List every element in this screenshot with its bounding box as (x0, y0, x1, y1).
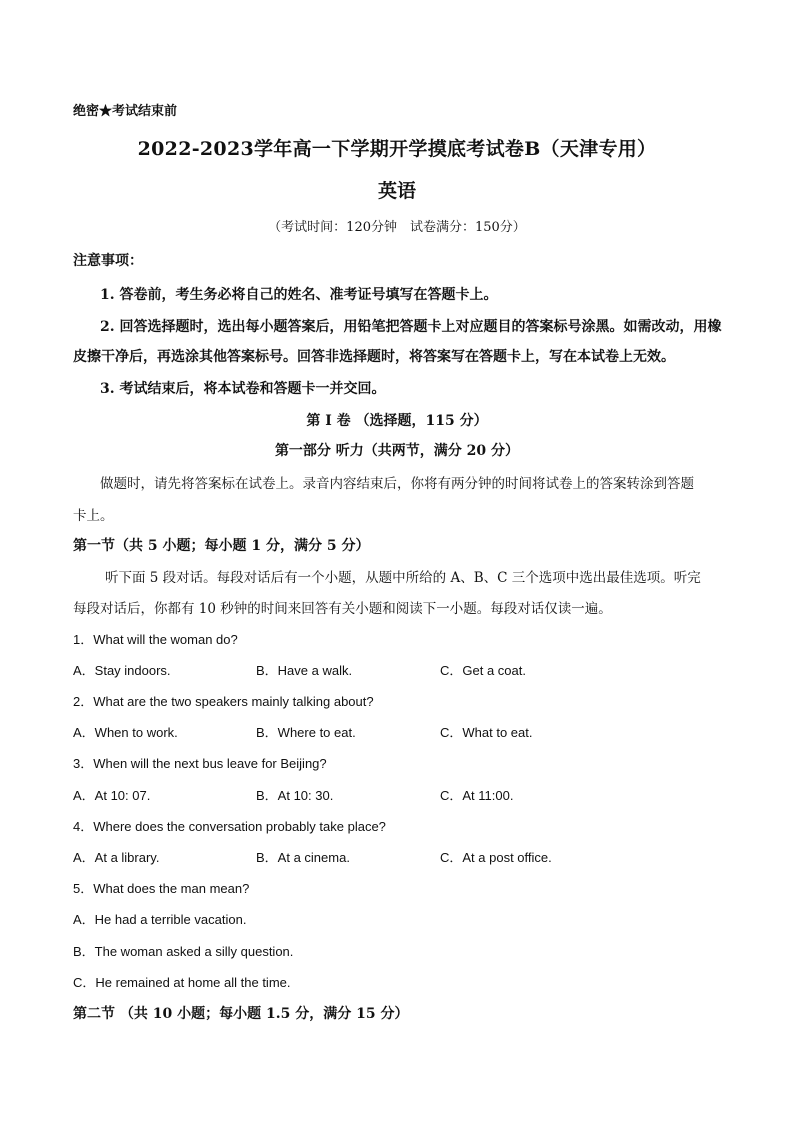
section1-heading: 第一节（共 5 小题；每小题 1 分，满分 5 分） (73, 538, 370, 554)
question-4-option-c: C．At a post office. (440, 850, 552, 865)
note-item-2-line-1: 2. 回答选择题时，选出每小题答案后，用铅笔把答题卡上对应题目的答案标号涂黑。如需改动，用橡 (100, 319, 722, 335)
question-1-stem: 1．What will the woman do? (73, 632, 238, 647)
section2-heading: 第二节 （共 10 小题；每小题 1.5 分，满分 15 分） (73, 1006, 409, 1022)
question-1-option-b: B．Have a walk. (256, 663, 353, 678)
question-1-option-c: C．Get a coat. (440, 663, 526, 678)
section1-instruction-line-1: 听下面 5 段对话。每段对话后有一个小题，从题中所给的 A、B、C 三个选项中选出最佳选项。听完 (105, 570, 701, 586)
subject-title: 英语 (377, 180, 416, 202)
volume-title: 第 I 卷 （选择题，115 分） (306, 413, 488, 429)
question-3-stem: 3．When will the next bus leave for Beijing? (73, 756, 327, 771)
question-1-option-a: A．Stay indoors. (73, 663, 171, 678)
question-2-option-a: A．When to work. (73, 725, 178, 740)
instruction-line-1: 做题时，请先将答案标在试卷上。录音内容结束后，你将有两分钟的时间将试卷上的答案转涂到答题 (100, 476, 694, 492)
question-5-option-b: B．The woman asked a silly question. (73, 944, 294, 959)
question-3-option-c: C．At 11:00. (440, 788, 514, 803)
question-2-stem: 2．What are the two speakers mainly talking about? (73, 694, 374, 709)
exam-title: 2022-2023学年高一下学期开学摸底考试卷B（天津专用） (137, 138, 657, 160)
question-3-option-b: B．At 10: 30. (256, 788, 334, 803)
question-5-stem: 5．What does the man mean? (73, 881, 250, 896)
question-4-option-b: B．At a cinema. (256, 850, 350, 865)
question-5-option-c: C．He remained at home all the time. (73, 975, 291, 990)
exam-info: （考试时间：120分钟 试卷满分：150分） (268, 220, 526, 235)
question-4-stem: 4．Where does the conversation probably take place? (73, 819, 386, 834)
question-3-option-a: A．At 10: 07. (73, 788, 151, 803)
note-item-3: 3. 考试结束后，将本试卷和答题卡一并交回。 (100, 381, 386, 397)
notes-heading: 注意事项： (73, 253, 143, 269)
confidential-label: 绝密★考试结束前 (73, 104, 178, 119)
part1-title: 第一部分 听力（共两节，满分 20 分） (274, 443, 520, 459)
question-5-option-a: A．He had a terrible vacation. (73, 912, 247, 927)
note-item-2-line-2: 皮擦干净后，再选涂其他答案标号。回答非选择题时，将答案写在答题卡上，写在本试卷上无效。 (73, 349, 675, 365)
question-2-option-c: C．What to eat. (440, 725, 533, 740)
question-4-option-a: A．At a library. (73, 850, 160, 865)
section1-instruction-line-2: 每段对话后，你都有 10 秒钟的时间来回答有关小题和阅读下一小题。每段对话仅读一遍。 (73, 601, 612, 617)
question-2-option-b: B．Where to eat. (256, 725, 356, 740)
instruction-line-2: 卡上。 (73, 508, 114, 524)
note-item-1: 1. 答卷前，考生务必将自己的姓名、准考证号填写在答题卡上。 (100, 287, 498, 303)
